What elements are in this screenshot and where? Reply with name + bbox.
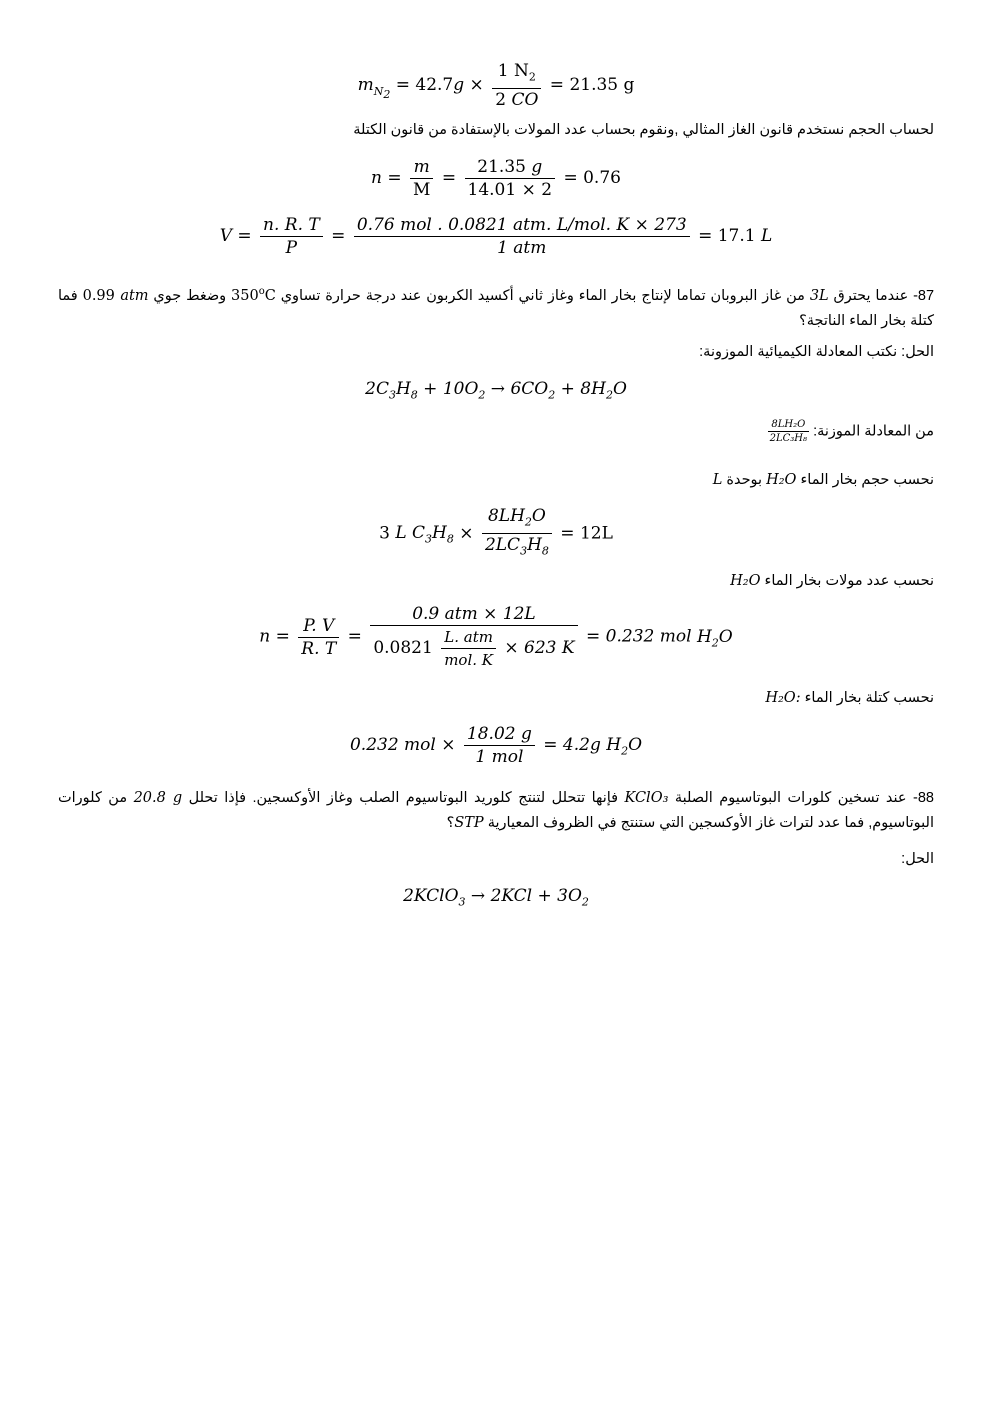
fraction: $\frac{\text{L. atm}}{\text{mol. K}}$ (441, 626, 496, 671)
equation-water-volume: 3 L $C_3H_8$ × $\frac{8LH_2O}{2LC_3H_8}$ = 12L (0, 505, 992, 563)
fraction: $\frac{\text{0.76 mol . 0.0821 atm. L/mol. K × 273}}{\text{1 atm}}$ (354, 214, 690, 259)
fraction: $\frac{18.02 g}{\text{1 mol}}$ (464, 723, 535, 768)
equation-moles: n = $\frac{m}{M}$ = $\frac{21.35 g}{14.01 \times 2}$ = 0.76 (371, 157, 621, 200)
question-88: 88- عند تسخين كلورات البوتاسيوم الصلبة KClO₃ فإنها تتحلل لتنتج كلوريد البوتاسيوم الصلب وغاز الأوكسجين. فإذا تحلل 20.8 g من كلورات البوتاسيوم, فما عدد لترات غاز الأوكسجين التي ستنتج في الظروف المعيارية STP؟ (58, 790, 934, 831)
mass-step-line: نحسب كتلة بخار الماء H₂O: (765, 690, 934, 706)
explanation-paragraph: لحساب الحجم نستخدم قانون الغاز المثالي ,ونقوم بحساب عدد المولات بالإستفادة من قانون الكتلة (353, 122, 934, 138)
equation-water-moles: n = $\frac{P. V}{R. T}$ = 0.9 atm × 12L 0.0821 $\frac{\text{L. atm}}{\text{mol. K}}$ × 623 K = 0.232 mol $H_2O$ (259, 604, 733, 669)
fraction: $\frac{1 N_2}{2 CO}$ (492, 60, 541, 111)
solution-label: الحل: نكتب المعادلة الكيميائية الموزونة: (699, 344, 934, 360)
equation-volume: V = $\frac{n. R. T}{P}$ = $\frac{\text{0.76 mol . 0.0821 atm. L/mol. K × 273}}{\text{1 atm}}$ = 17.1 L (219, 215, 773, 258)
solution-label-2: الحل: (901, 851, 934, 867)
equation-mass-n2: $m_{N_2} = 42.7g$ × $\frac{1 N_2}{2 CO}$ = 21.35 g (357, 61, 635, 111)
moles-step-line: نحسب عدد مولات بخار الماء H₂O (730, 573, 934, 589)
mole-ratio: $\frac{\text{8LH₂O}}{\text{2LC₃H₈}}$ (769, 419, 808, 444)
volume-step-line: نحسب حجم بخار الماء H₂O بوحدة L (712, 472, 934, 488)
fraction: $\frac{21.35 g}{14.01 \times 2}$ (465, 156, 556, 201)
fraction: $\frac{P. V}{R. T}$ (298, 615, 339, 660)
fraction: $\frac{8LH_2O}{2LC_3H_8}$ (482, 505, 552, 563)
equation-decomposition: 2KClO$_3$ → $2KCl + 3O_2$ (403, 886, 589, 909)
ratio-line: من المعادلة الموزنة: $\frac{\text{8LH₂O}}{\text{2LC₃H₈}}$ (769, 419, 934, 444)
question-87: 87- عندما يحترق 3L من غاز البروبان تماما لإنتاج بخار الماء وغاز ثاني أكسيد الكربون عند درجة حرارة تساوي 350$^o$C وضغط جوي 0.99 atm فما كتلة بخار الماء الناتجة؟ (58, 286, 935, 329)
fraction: 0.9 atm × 12L 0.0821 $\frac{\text{L. atm}}{\text{mol. K}}$ × 623 K (370, 603, 577, 671)
fraction: $\frac{m}{M}$ (410, 156, 433, 201)
equation-water-mass: 0.232 mol × $\frac{18.02 g}{\text{1 mol}}$ = 4.2g $H_2O$ (349, 724, 643, 767)
equation-combustion: $2C_3H_8 + 10O_2 \to 6CO_2 + 8H_2O$ (365, 379, 627, 402)
fraction: $\frac{n. R. T}{P}$ (260, 214, 323, 259)
